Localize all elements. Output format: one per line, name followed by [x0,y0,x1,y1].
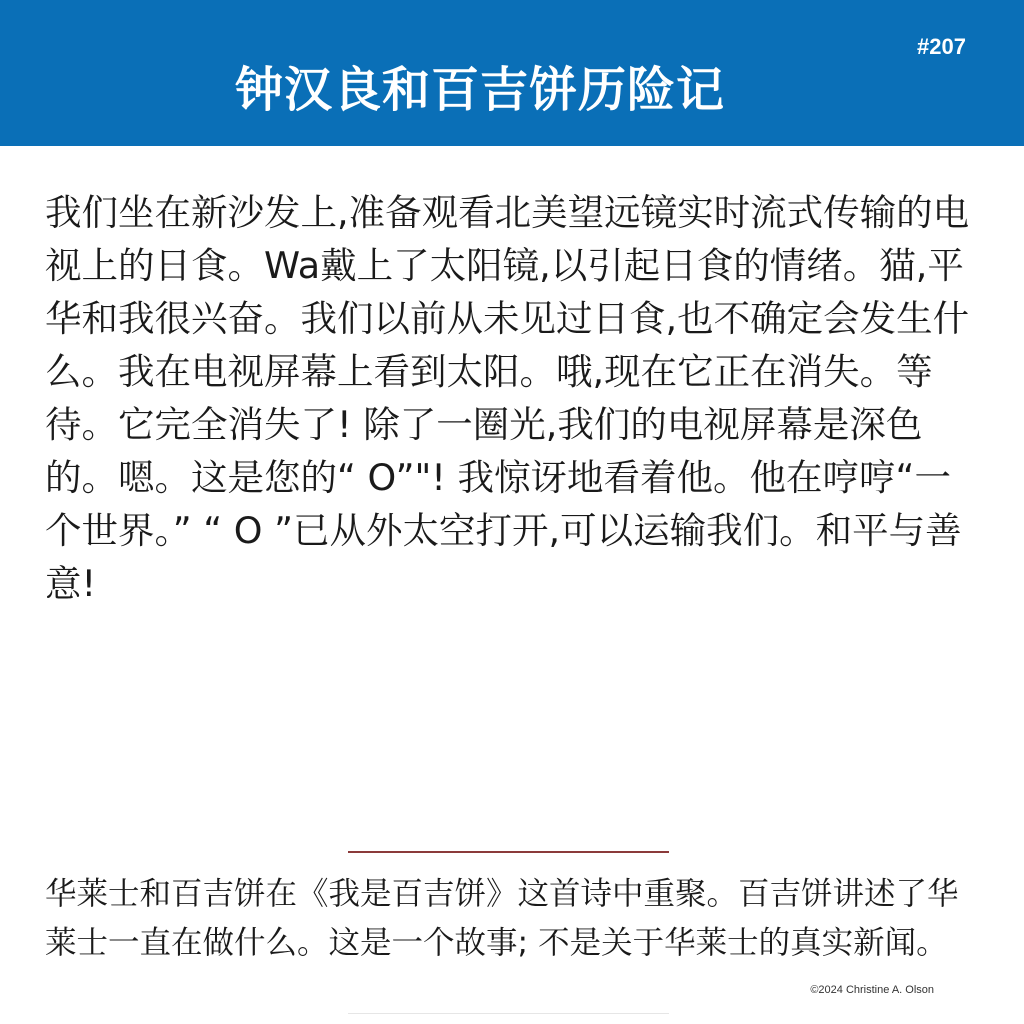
header-banner [0,0,1024,146]
comic-title: 钟汉良和百吉饼历险记 [234,62,725,118]
footer-note: 华莱士和百吉饼在《我是百吉饼》这首诗中重聚。百吉饼讲述了华莱士一直在做什么。这是一个故事; 不是关于华莱士的真实新闻。 [45,876,959,961]
bottom-rule [348,1013,669,1014]
story-text: 我们坐在新沙发上,准备观看北美望远镜实时流式传输的电视上的日食。Wa戴上了太阳镜,以引起日食的情绪。猫,平华和我很兴奋。我们以前从未见过日食,也不确定会发生什么。我在电视屏幕上看到太阳。哦,现在它正在消失。等待。它完全消失了! 除了一圈光,我们的电视屏幕是深色的。嗯。这是您的“ O”"! 我惊讶地看着他。他在哼哼“一个世界。” “ O ”已从外太空打开,可以运输我们。和平与善意! [45,191,970,605]
section-divider [348,851,669,853]
issue-number: #207 [917,34,966,59]
copyright-notice: ©2024 Christine A. Olson [810,984,934,996]
